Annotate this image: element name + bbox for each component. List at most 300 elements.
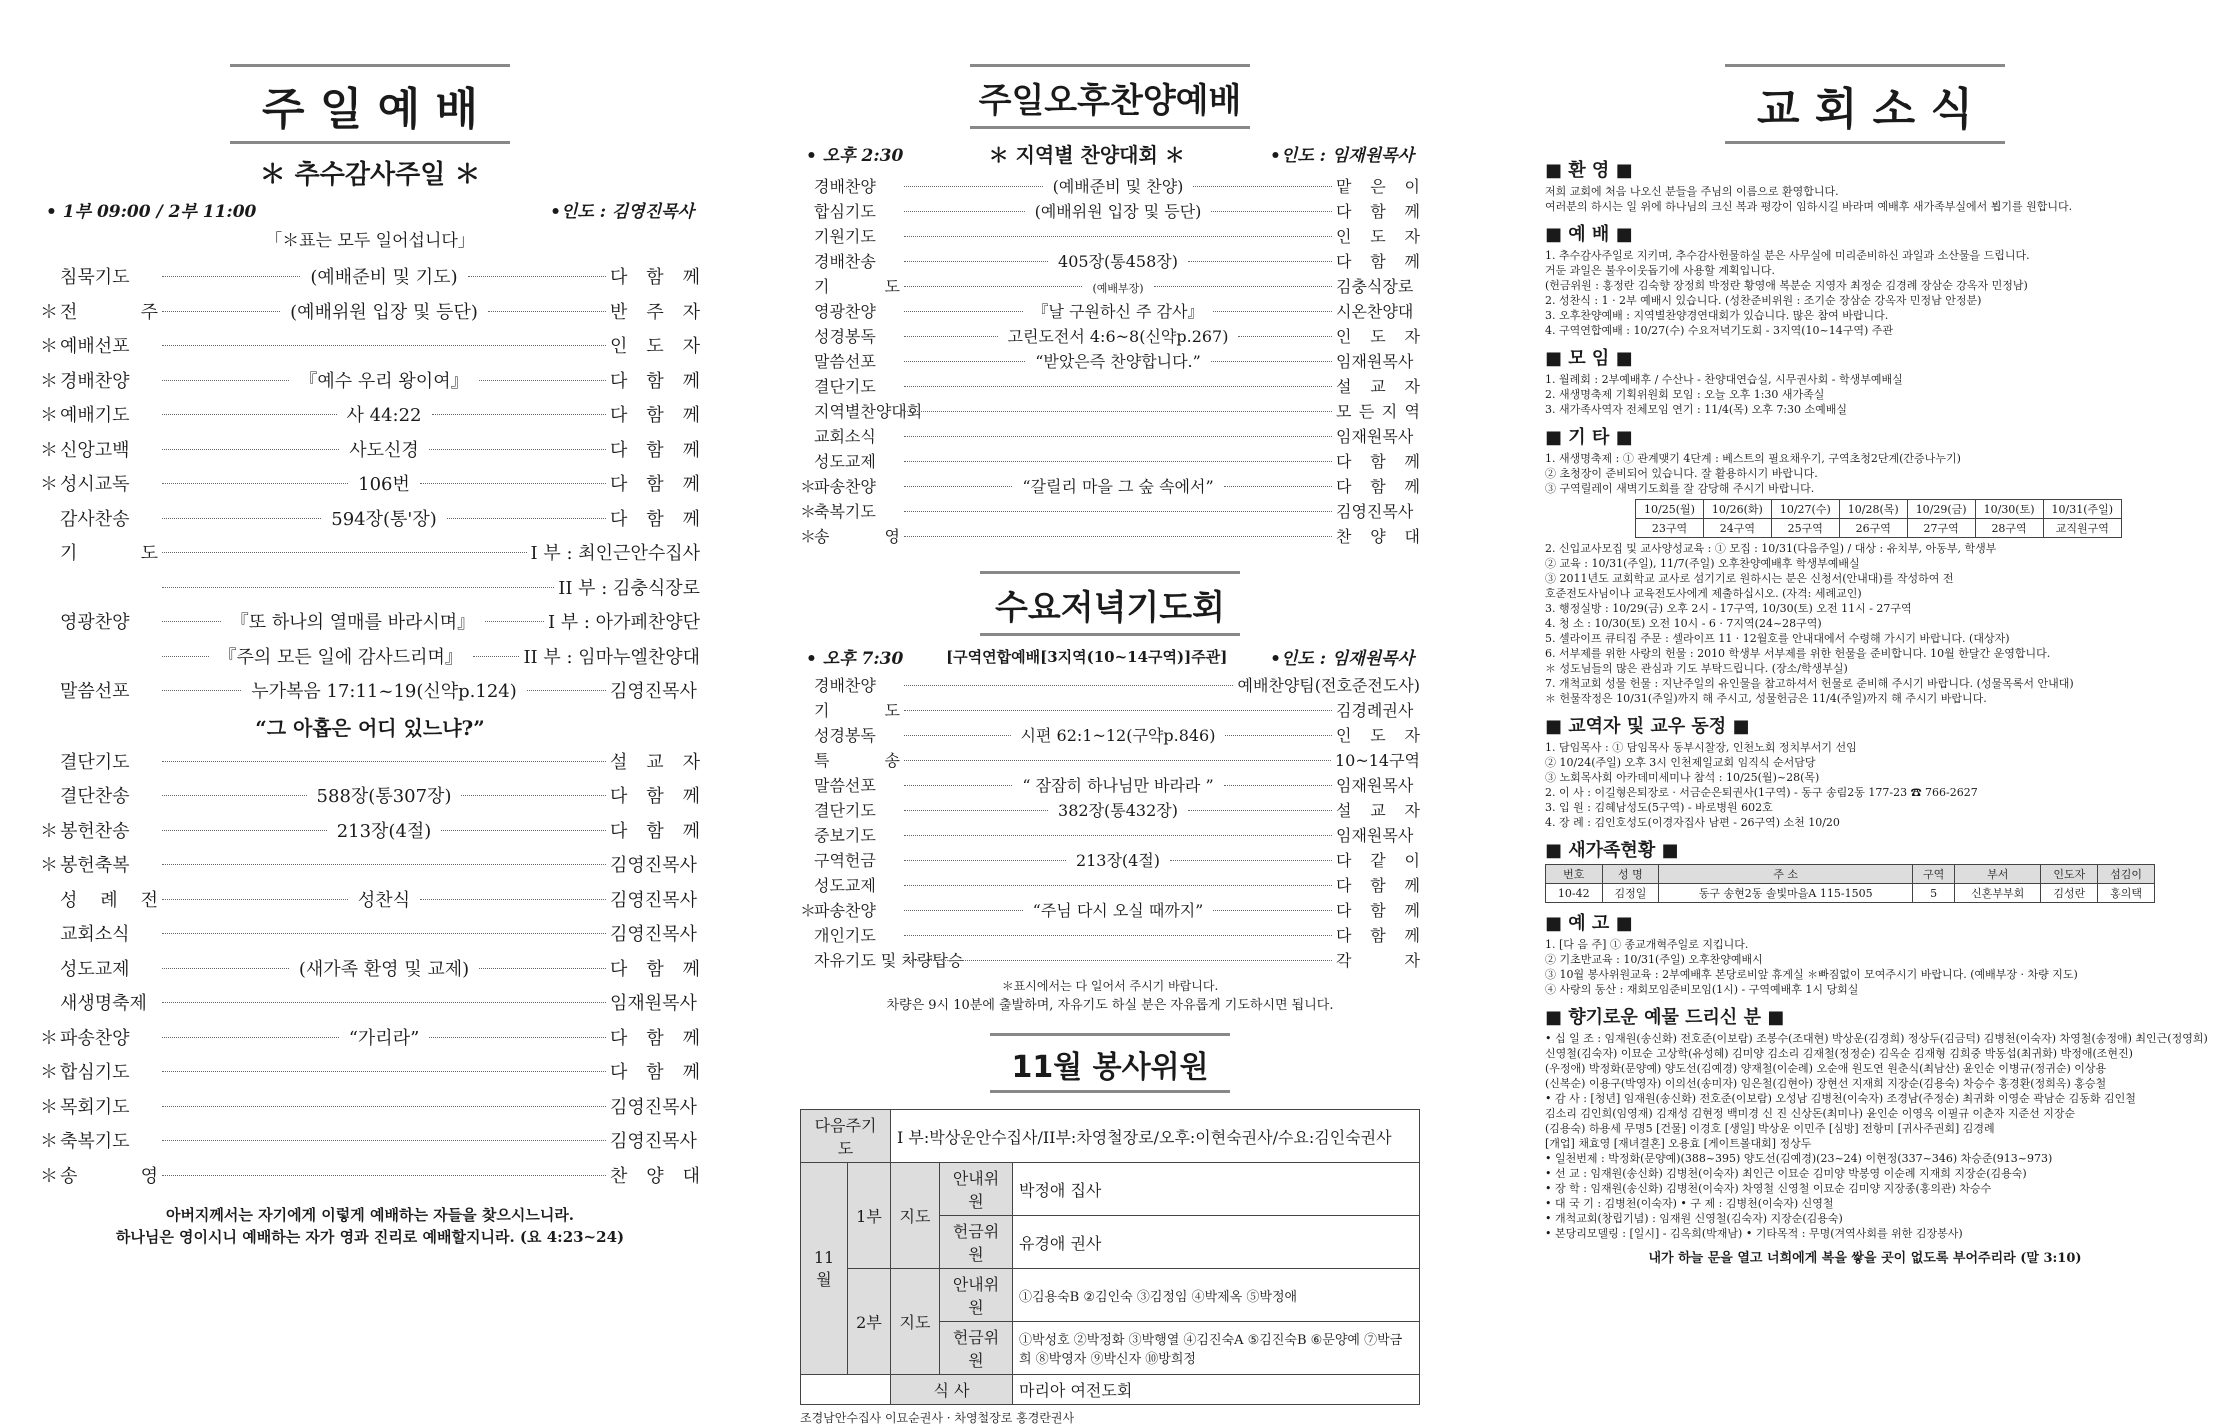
line-star: ＊ [40, 370, 58, 392]
order-line [40, 365, 700, 400]
table-cell: 10/27(수) [1771, 500, 1839, 519]
leaders-list: 조경남안수집사 이묘순권사 · 차영철장로 홍경란권사 [800, 1411, 1075, 1425]
dotted-leader [1170, 860, 1332, 861]
news-line: • 본당리모델링 : [일시] - 김옥희(박재남) • 기타목적 : 무명(겨역사회를 위한 김장봉사) [1545, 1227, 1963, 1240]
line-item: 지역별찬양대회 [814, 402, 923, 421]
line-item: 축복기도 [60, 1131, 130, 1152]
news-line: 2. 성찬식 : 1 · 2부 예배시 있습니다. (성찬준비위원 : 조기순 장삼순 강옥자 민정남 안정분) [1545, 294, 1982, 307]
order-line [40, 884, 700, 919]
order-line [800, 274, 1420, 299]
dotted-leader [904, 436, 1332, 437]
line-person: 다 함 께 [1336, 202, 1421, 221]
line-person: 설 교 자 [1336, 377, 1420, 396]
line-star: ＊ [40, 1165, 58, 1187]
news-line: (신복순) 이용구(박영자) 이의선(송미자) 임은철(김현아) 장현선 지재희 지장순(김용숙) 차승수 홍경환(정희옥) 홍승철 [1545, 1077, 2107, 1090]
table-cell: 번호 [1546, 865, 1603, 884]
news-line: ② 초청장이 준비되어 있습니다. 잘 활용하시기 바랍니다. [1545, 467, 1818, 480]
dotted-leader [904, 760, 1331, 761]
dotted-leader [904, 910, 1023, 911]
dotted-leader [420, 899, 606, 900]
line-content: 『또 하나의 열매를 바라시며』 [230, 612, 476, 633]
dotted-leader [904, 486, 1012, 487]
order-line [40, 641, 700, 676]
worship-leader: •인도 : 김영진목사 [550, 202, 694, 222]
line-person: 김영진목사 [610, 889, 697, 911]
line-content: 성찬식 [357, 889, 411, 911]
line-item: 파송찬양 [60, 1027, 130, 1049]
order-line [40, 296, 700, 331]
news-line: 6. 서부제를 위한 사랑의 헌물 : 2010 학생부 서부제를 위한 헌물을 준비합니다. 10월 한달간 운영합니다. [1545, 647, 2051, 660]
part1-usher: 박정애 집사 [1013, 1163, 1420, 1216]
line-content: “ 잠잠히 하나님만 바라라 ” [1022, 776, 1214, 795]
line-content: 사 44:22 [346, 405, 422, 426]
dotted-leader [447, 518, 606, 519]
line-item: 새생명축제 [60, 993, 147, 1014]
line-person: 다 함 께 [610, 1062, 700, 1083]
staff-heading: ■ 교역자 및 교우 동정 ■ [1545, 716, 1750, 737]
dotted-leader [1188, 261, 1332, 262]
gift-text [1545, 1031, 2208, 1241]
news-line: • 일천번제 : 박정화(문양예)(388~395) 양도선(김예경)(23~24) 이현정(337~346) 차승준(913~973) [1545, 1152, 2053, 1165]
wednesday-meta [806, 644, 1414, 669]
dotted-leader [420, 483, 606, 484]
table-cell: 10/30(토) [1975, 500, 2043, 519]
wednesday-note-2: 차량은 9시 10분에 출발하며, 자유기도 하실 분은 자유롭게 기도하시면 됩니다. [886, 998, 1334, 1013]
line-content: 213장(4절) [1075, 851, 1161, 870]
order-line [40, 330, 700, 365]
order-line [40, 399, 700, 434]
dotted-leader [904, 835, 1332, 836]
order-line [800, 823, 1420, 848]
line-item: 영광찬양 [60, 612, 130, 633]
dotted-leader [162, 1106, 606, 1107]
afternoon-column [800, 0, 1421, 1425]
table-cell: 동구 송현2동 솔빛마을A 115-1505 [1659, 884, 1913, 903]
order-line [800, 224, 1420, 249]
order-line [40, 953, 700, 988]
news-line: [개업] 채효영 [재녀결혼] 오용효 [게이트볼대회] 정상두 [1545, 1137, 1812, 1150]
line-star: ＊ [40, 405, 58, 426]
table-cell: 10/26(화) [1703, 500, 1771, 519]
dotted-leader [1224, 785, 1332, 786]
line-person: 다 함 께 [610, 474, 700, 495]
line-item: 합심기도 [60, 1062, 130, 1083]
dotted-leader [904, 685, 1233, 686]
dotted-leader [904, 411, 1332, 412]
dotted-leader [1225, 735, 1332, 736]
line-star: ＊ [40, 855, 58, 876]
order-line [800, 324, 1420, 349]
line-person: 김영진목사 [610, 924, 697, 945]
news-line: ＊ 헌물작정은 10/31(주일)까지 해 주시고, 성물헌금은 11/4(주일)까지 해 주시기 바랍니다. [1545, 692, 1987, 705]
line-item: 교회소식 [60, 924, 130, 945]
etc-heading: ■ 기 타 ■ [1545, 427, 1633, 448]
line-person: 예배찬양팀(전호준전도사) [1237, 676, 1420, 695]
line-content: 시편 62:1~12(구약p.846) [1020, 726, 1216, 745]
table-cell: 10/25(월) [1636, 500, 1704, 519]
news-line: ② 기초반교육 : 10/31(주일) 오후찬양예배시 [1545, 953, 1763, 966]
order-line [800, 524, 1420, 549]
news-line: 4. 장 례 : 김인호성도(이경자집사 남편 - 26구역) 소천 10/20 [1545, 816, 1840, 829]
line-star: ＊ [40, 474, 58, 495]
line-content: “받았은즉 찬양합니다.” [1035, 352, 1201, 371]
dotted-leader [162, 449, 339, 450]
line-item: 교회소식 [814, 427, 876, 446]
part2-guide: 지도 [891, 1269, 940, 1375]
line-person: 임재원목사 [610, 993, 697, 1014]
table-cell: 김성란 [2041, 884, 2098, 903]
notice-heading: ■ 예 고 ■ [1545, 913, 1633, 934]
dotted-leader [162, 414, 337, 415]
table-cell: 5 [1913, 884, 1955, 903]
order-line [40, 675, 700, 710]
news-line: ② 10/24(주일) 오후 3시 인천제일교회 임직식 순서담당 [1545, 756, 1816, 769]
dotted-leader [904, 860, 1066, 861]
line-star: ＊ [40, 1027, 58, 1049]
line-content: (예배부장) [1092, 282, 1144, 295]
table-cell: 교직원구역 [2043, 519, 2122, 538]
order-line [800, 449, 1420, 474]
line-content: (새가족 환영 및 교제) [298, 958, 470, 980]
table-cell: 26구역 [1839, 519, 1907, 538]
line-person: 다 함 께 [1336, 477, 1421, 496]
line-item: 신앙고백 [60, 439, 130, 461]
order-line [40, 746, 700, 781]
line-star: ＊ [800, 477, 817, 496]
news-line: 5. 셀라이프 큐티집 주문 : 셀라이프 11 · 12월호를 안내대에서 수령해 가시기 바랍니다. (대상자) [1545, 632, 2010, 645]
line-person: 설 교 자 [610, 751, 700, 773]
line-item: 말씀선포 [60, 681, 130, 702]
order-line [40, 261, 700, 296]
line-star: ＊ [40, 439, 58, 461]
table-cell: 인도자 [2041, 865, 2098, 884]
dotted-leader [904, 710, 1332, 711]
line-item: 예배기도 [60, 405, 130, 426]
dotted-leader [429, 1037, 606, 1038]
table-cell: 신혼부부회 [1955, 884, 2041, 903]
meeting-text [1545, 372, 2185, 417]
line-content: “갈릴리 마을 그 숲 속에서” [1022, 477, 1214, 496]
afternoon-time: • 오후 2:30 [806, 146, 904, 166]
order-line [800, 399, 1420, 424]
news-line: (헌금위원 : 홍정란 김숙향 장정희 박정란 황영애 복분순 지영자 최정순 김경례 장삼순 강옥자 민정남) [1545, 279, 2028, 292]
part1-guide: 지도 [891, 1163, 940, 1269]
order-line [800, 773, 1420, 798]
line-content: 사도신경 [349, 439, 419, 461]
news-title: 교 회 소 식 [1725, 64, 2005, 144]
table-cell: 부서 [1955, 865, 2041, 884]
order-line [800, 249, 1420, 274]
line-person: 다 함 께 [1336, 876, 1420, 895]
line-content: 『주의 모든 일에 감사드리며』 [218, 646, 463, 668]
dotted-leader [162, 830, 327, 831]
registration-heading: ■ 새가족현황 ■ [1545, 840, 1679, 861]
order-line [800, 948, 1420, 973]
dotted-leader [904, 336, 998, 337]
line-person: 다 함 께 [610, 958, 701, 980]
line-person: I 부 : 아가페찬양단 [547, 612, 700, 633]
dotted-leader [904, 960, 1332, 961]
line-content: 106번 [358, 474, 410, 495]
line-person: 김영진목사 [610, 1131, 697, 1152]
worship-verse-1: 아버지께서는 자기에게 이렇게 예배하는 자들을 찾으시느니라. [165, 1206, 575, 1224]
dotted-leader [162, 552, 527, 553]
news-line: • 대 국 기 : 김병천(이숙자) • 구 제 : 김병천(이숙자) 신영철 [1545, 1197, 1834, 1210]
line-star: ＊ [800, 527, 817, 546]
line-person: II 부 : 김충식장로 [558, 577, 700, 599]
line-item: 결단기도 [814, 801, 876, 820]
worship-text [1545, 248, 2185, 338]
order-line [40, 468, 700, 503]
worship-time: • 1부 09:00 / 2부 11:00 [46, 202, 257, 222]
line-person: 찬 양 대 [1336, 527, 1420, 546]
news-line: 4. 청 소 : 10/30(토) 오전 10시 - 6 · 7지역(24~28구역) [1545, 617, 1822, 630]
line-person: 시온찬양대 [1336, 302, 1414, 321]
order-line [40, 849, 700, 884]
afternoon-leader: •인도 : 임재원목사 [1270, 146, 1414, 166]
dotted-leader [488, 311, 606, 312]
news-line: ＊ 성도님들의 많은 관심과 기도 부탁드립니다. (장소/학생부실) [1545, 662, 1848, 675]
wednesday-order [800, 673, 1420, 973]
news-line: 1. 월례회 : 2부예배후 / 수산나 - 찬양대연습실, 시무권사회 - 학생부예배실 [1545, 373, 1903, 386]
sermon-title: “그 아홉은 어디 있느냐?” [255, 715, 485, 740]
part2-cell: 2부 [848, 1269, 891, 1375]
line-content: (예배준비 및 기도) [310, 267, 458, 288]
dotted-leader [162, 276, 300, 277]
news-line: 2. 새생명축제 기획위원회 모임 : 오늘 오후 1:30 새가족실 [1545, 388, 1825, 401]
line-content: 594장(통'장) [331, 508, 437, 530]
news-line: ② 교육 : 10/31(주일), 11/7(주일) 오후찬양예배후 학생부예배실 [1545, 557, 1860, 570]
table-cell: 주 소 [1659, 865, 1913, 884]
line-person: 맡 은 이 [1336, 177, 1421, 196]
news-line: 3. 새가족사역자 전체모임 연기 : 11/4(목) 오후 7:30 소예배실 [1545, 403, 1848, 416]
dotted-leader [479, 968, 606, 969]
line-content: 588장(통307장) [316, 786, 452, 807]
order-line [800, 199, 1420, 224]
order-line [800, 499, 1420, 524]
order-of-worship [40, 261, 700, 710]
next-prayer: I 부:박상운안수집사/II부:차영철장로/오후:이현숙권사/수요:김인숙권사 [891, 1110, 1420, 1163]
line-item: 송 영 [814, 527, 900, 546]
order-line [40, 1022, 700, 1057]
news-line: 여러분의 하시는 일 위에 하나님의 크신 복과 평강이 임하시길 바라며 예배후 새가족부실에서 뵙기를 원합니다. [1545, 200, 2073, 213]
part1-offering-label: 헌금위원 [940, 1216, 1013, 1269]
order-line [40, 606, 700, 641]
line-person: 임재원목사 [1336, 352, 1414, 371]
wednesday-subtitle: [구역연합예배[3지역(10~14구역)]주관] [946, 648, 1228, 666]
news-line: 4. 구역연합예배 : 10/27(수) 수요저녁기도회 - 3지역(10~14구역) 주관 [1545, 324, 1893, 337]
line-item: 개인기도 [814, 926, 876, 945]
news-line: (우정애) 박정화(문양예) 양도선(김예경) 양재철(이순례) 오순애 원도연 원춘식(최남산) 윤인순 이병규(정귀순) 이상용 [1545, 1062, 2107, 1075]
line-item: 성도교제 [814, 876, 876, 895]
line-person: 다 함 께 [1336, 252, 1420, 271]
news-line: 호준전도사님이나 교육전도사에게 제출하십시오. (자격: 세례교인) [1545, 587, 1862, 600]
line-item: 영광찬양 [814, 302, 876, 321]
afternoon-order [800, 174, 1420, 549]
part1-cell: 1부 [848, 1163, 891, 1269]
line-person: 다 같 이 [1336, 851, 1420, 870]
dotted-leader [162, 518, 321, 519]
line-item: 목회기도 [60, 1096, 130, 1118]
line-item: 예배선포 [60, 336, 130, 357]
table-cell: 10/28(목) [1839, 500, 1907, 519]
meal: 마리아 여전도회 [1013, 1375, 1420, 1405]
line-content: 213장(4절) [336, 820, 432, 842]
line-person: 김영진목사 [1336, 502, 1414, 521]
line-item: 말씀선포 [814, 776, 876, 795]
news-line: ③ 구역릴레이 새벽기도회를 잘 감당해 주시기 바랍니다. [1545, 482, 1815, 495]
dotted-leader [162, 761, 606, 762]
line-person: 다 함 께 [610, 267, 700, 288]
line-person: 김영진목사 [610, 1096, 697, 1118]
line-person: 김경례권사 [1336, 701, 1414, 720]
order-line [800, 174, 1420, 199]
news-line: (김용숙) 하용세 무명5 [건물] 이경호 [생일] 박상운 이민주 [심방] 전항미 [귀사주권회] 김경례 [1545, 1122, 1995, 1135]
news-line: • 선 교 : 임재원(송신화) 김병천(이숙자) 최인근 이묘순 김미양 박봉영 이순례 지재희 지장순(김용숙) [1545, 1167, 2027, 1180]
order-line [40, 780, 700, 815]
news-line: ③ 10월 봉사위원교육 : 2부예배후 본당로비앞 휴게실 ＊빠짐없이 모여주시기 바랍니다. (예배부장 · 차량 지도) [1545, 968, 2078, 981]
part2-leaders: 차영철장로 홍경란권사 [954, 1411, 1075, 1425]
news-line: 1. [다 음 주] ① 종교개혁주일로 지킵니다. [1545, 938, 1749, 951]
dotted-leader [904, 810, 1048, 811]
line-person: 다 함 께 [1336, 452, 1420, 471]
line-content: 『예수 우리 왕이여』 [299, 370, 469, 392]
line-person: 다 함 께 [610, 405, 701, 426]
dotted-leader [162, 311, 280, 312]
table-cell: 10/29(금) [1907, 500, 1975, 519]
dotted-leader [904, 461, 1332, 462]
line-item: 경배찬양 [814, 177, 876, 196]
line-person: 각 자 [1336, 951, 1420, 970]
next-prayer-label: 다음주기도 [801, 1110, 891, 1163]
dotted-leader [468, 276, 606, 277]
dotted-leader [441, 830, 606, 831]
dotted-leader [904, 935, 1332, 936]
line-star: ＊ [40, 1062, 58, 1083]
news-line: 3. 오후찬양예배 : 지역별찬양경연대회가 있습니다. 많은 참여 바랍니다. [1545, 309, 1889, 322]
dotted-leader [162, 1071, 606, 1072]
table-cell: 25구역 [1771, 519, 1839, 538]
dotted-leader [904, 311, 1023, 312]
meeting-heading: ■ 모 임 ■ [1545, 348, 1633, 369]
dotted-leader [904, 885, 1332, 886]
news-line: • 장 학 : 임재원(송신화) 김병천(이숙자) 차영철 신영철 이묘순 김미양 지장종(홍의관) 차승수 [1545, 1182, 1992, 1195]
order-line [800, 299, 1420, 324]
line-person: 다 함 께 [610, 508, 701, 530]
table-cell: 성 명 [1602, 865, 1659, 884]
order-line [800, 798, 1420, 823]
line-item: 성도교제 [814, 452, 876, 471]
line-person: 다 함 께 [1336, 901, 1421, 920]
line-item: 합심기도 [814, 202, 876, 221]
dotted-leader [162, 656, 209, 657]
news-line: 1. 새생명축제 : ① 관계맺기 4단계 : 베스트의 필요채우기, 구역초청2단계(간증나누기) [1545, 452, 1961, 465]
line-person: 찬 양 대 [610, 1165, 700, 1187]
part1-usher-label: 안내위원 [940, 1163, 1013, 1216]
dotted-leader [904, 261, 1048, 262]
dotted-leader [162, 587, 554, 588]
line-item: 기원기도 [814, 227, 876, 246]
order-line [40, 434, 700, 469]
line-star: ＊ [800, 502, 817, 521]
etc-text [1545, 451, 2185, 496]
etc-text-2 [1545, 541, 2185, 706]
order-line [40, 1125, 700, 1160]
line-item: 봉헌축복 [60, 855, 130, 876]
wednesday-time: • 오후 7:30 [806, 649, 904, 669]
dotted-leader [162, 795, 307, 796]
line-item: 결단기도 [60, 751, 130, 773]
line-person: 다 함 께 [610, 820, 701, 842]
table-cell: 섬김이 [2098, 865, 2155, 884]
line-item: 기 도 [814, 701, 900, 720]
line-item: 말씀선포 [814, 352, 876, 371]
welcome-text [1545, 184, 2185, 214]
afternoon-title: 주일오후찬양예배 [970, 64, 1250, 129]
order-line [40, 1091, 700, 1126]
dotted-leader [429, 449, 606, 450]
dotted-leader [1238, 336, 1332, 337]
order-line [800, 474, 1420, 499]
order-line [40, 537, 700, 572]
dotted-leader [1224, 486, 1332, 487]
line-item: 구역헌금 [814, 851, 876, 870]
line-content: 누가복음 17:11~19(신약p.124) [251, 681, 517, 702]
table-cell: 24구역 [1703, 519, 1771, 538]
part2-offering: ①박성호 ②박정화 ③박행열 ④김진숙A ⑤김진숙B ⑥문양예 ⑦박금희 ⑧박영자 ⑨박신자 ⑩방희정 [1013, 1322, 1420, 1375]
welcome-heading: ■ 환 영 ■ [1545, 160, 1633, 181]
line-person: 설 교 자 [1336, 801, 1420, 820]
month-cell: 11월 [801, 1163, 848, 1375]
line-person: 모 든 지 역 [1336, 402, 1420, 421]
line-person: 다 함 께 [610, 786, 701, 807]
line-person: 다 함 께 [1336, 926, 1420, 945]
dotted-leader [527, 690, 606, 691]
order-line [800, 673, 1420, 698]
news-line: • 감 사 : [청년] 임재원(송신화) 전호준(이보람) 오성남 김병천(이숙자) 조경남(주정순) 최귀화 이영순 곽남순 김동화 김인철 [1545, 1092, 2136, 1105]
line-person: 임재원목사 [1336, 427, 1414, 446]
order-of-worship-continued [40, 746, 700, 1195]
order-line [800, 923, 1420, 948]
line-person: II 부 : 임마누엘찬양대 [523, 646, 700, 668]
line-item: 경배찬송 [814, 252, 876, 271]
news-line: • 십 일 조 : 임재원(송신화) 전호준(이보람) 조봉수(조대현) 박상운(김경희) 정상두(김금덕) 김병천(이숙자) 차영철(송정애) 최인근(정영희) [1545, 1032, 2208, 1045]
news-line: ③ 2011년도 교회학교 교사로 섬기기로 원하시는 분은 신청서(안내대)를 작성하여 전 [1545, 572, 1954, 585]
line-person: 반 주 자 [610, 301, 701, 323]
dotted-leader [162, 380, 289, 381]
wednesday-leader: •인도 : 임재원목사 [1270, 649, 1414, 669]
dotted-leader [461, 795, 606, 796]
dotted-leader [162, 1175, 606, 1176]
order-line [40, 572, 700, 607]
line-item: 축복기도 [814, 502, 876, 521]
dotted-leader [162, 1037, 339, 1038]
dotted-leader [904, 536, 1332, 537]
dotted-leader [904, 211, 1025, 212]
dotted-leader [904, 735, 1011, 736]
news-line: ④ 사랑의 동산 : 재회모임준비모임(1시) - 구역예배후 1시 당회실 [1545, 983, 1859, 996]
line-person: 임재원목사 [1336, 776, 1414, 795]
line-item: 결단기도 [814, 377, 876, 396]
order-line [800, 873, 1420, 898]
sunday-worship-title: 주 일 예 배 [230, 64, 510, 144]
line-person: 인 도 자 [1336, 726, 1420, 745]
wednesday-note-1: ＊표시에서는 다 일어서 주시기 바랍니다. [1001, 979, 1219, 993]
dotted-leader [485, 621, 544, 622]
line-item: 침묵기도 [60, 267, 130, 288]
part2-usher: ①김용숙B ②김인숙 ③김정임 ④박제옥 ⑤박정애 [1013, 1269, 1420, 1322]
line-content: (예배위원 입장 및 등단) [1034, 202, 1202, 221]
